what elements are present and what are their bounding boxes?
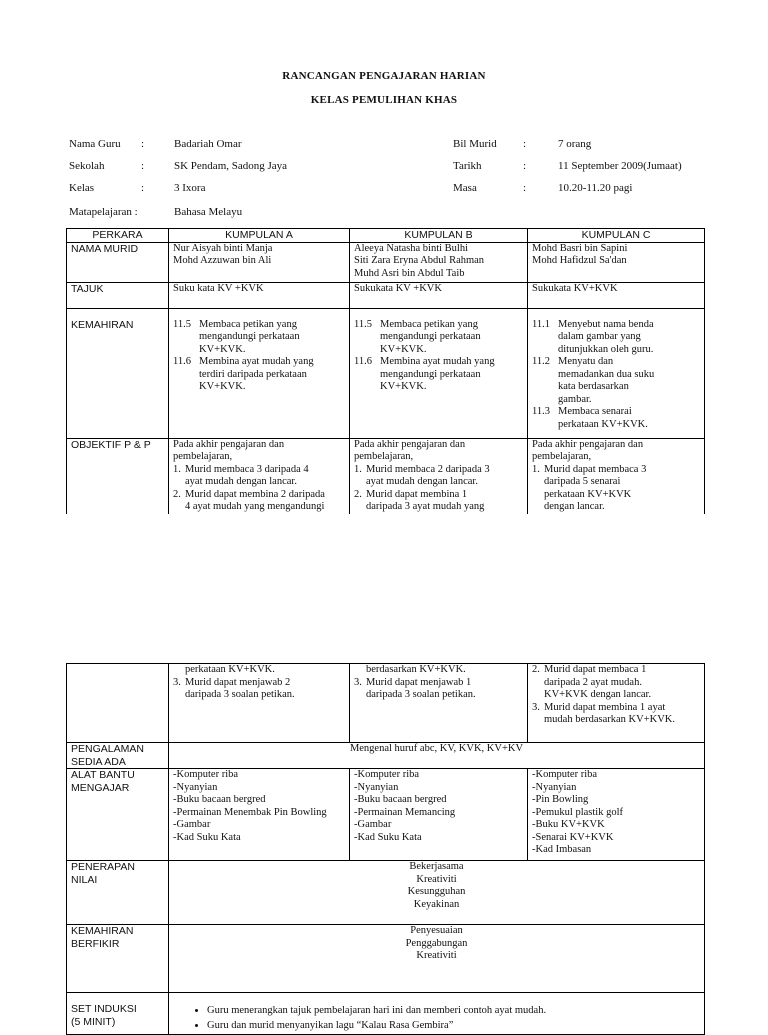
- document-title: RANCANGAN PENGAJARAN HARIAN: [282, 70, 486, 82]
- list-item: • Guru menerangkan tajuk pembelajaran hari ini dan memberi contoh ayat mudah.: [207, 1005, 700, 1018]
- label-set-induksi: SET INDUKSI (5 MINIT): [67, 993, 169, 1035]
- page-break-gap: [60, 514, 710, 662]
- row-nama-murid: [67, 242, 705, 282]
- objektif-b-cont: berdasarkan KV+KVK. 3. Murid dapat menjawab 1 daripada 3 soalan petikan.: [350, 664, 528, 743]
- row-objektif: [67, 438, 705, 514]
- kemahiran-a-item: 11.6 Membina ayat mudah yang terdiri daripada perkataan KV+KVK.: [173, 356, 314, 392]
- table-header-row: [67, 229, 705, 243]
- row-kemahiran-berfikir: [67, 925, 705, 993]
- alat-a: -Komputer riba -Nyanyian -Buku bacaan bergred -Permainan Menembak Pin Bowling -Gambar -Kad Suku Kata: [169, 769, 350, 861]
- header-kumpulan-a: KUMPULAN A: [169, 229, 350, 243]
- label-penerapan-nilai: PENERAPAN NILAI: [67, 861, 169, 925]
- nama-murid-b: Aleeya Natasha binti Bulhi Siti Zara Eryna Abdul Rahman Muhd Asri bin Abdul Taib: [350, 242, 528, 282]
- objektif-c-item: 1. Murid dapat membaca 3 daripada 5 senarai perkataan KV+KVK dengan lancar.: [532, 463, 647, 512]
- label-nama-murid: NAMA MURID: [67, 242, 169, 282]
- pengalaman-value: Mengenal huruf abc, KV, KVK, KV+KV: [169, 743, 705, 769]
- objektif-a: Pada akhir pengajaran dan pembelajaran, 1. Murid membaca 3 daripada 4 ayat mudah dengan lancar. 2. Murid dapat membina 2 daripada 4 ayat mudah yang mengandungi: [169, 438, 350, 514]
- penerapan-nilai-values: Bekerjasama Kreativiti Kesungguhan Keyakinan: [169, 861, 705, 925]
- objektif-b-item: 1. Murid membaca 2 daripada 3 ayat mudah dengan lancar.: [354, 463, 490, 487]
- row-objektif-continued: [67, 664, 705, 743]
- kemahiran-a: [169, 308, 350, 438]
- label-empty: [67, 664, 169, 743]
- label-pengalaman: PENGALAMAN SEDIA ADA: [67, 743, 169, 769]
- objektif-a-cont: perkataan KV+KVK. 3. Murid dapat menjawab 2 daripada 3 soalan petikan.: [169, 664, 350, 743]
- kemahiran-b-item: 11.5 Membaca petikan yang mengandungi perkataan KV+KVK.: [354, 318, 481, 355]
- kemahiran-c: [528, 308, 705, 438]
- objektif-a-item: 3. Murid dapat menjawab 2 daripada 3 soalan petikan.: [173, 676, 295, 700]
- kemahiran-c-item: 11.2 Menyatu dan memadankan dua suku kata berdasarkan gambar.: [532, 356, 655, 405]
- objektif-c-item: 3. Murid dapat membina 1 ayat mudah berdasarkan KV+KVK.: [532, 701, 676, 725]
- row-kemahiran: [67, 308, 705, 438]
- row-set-induksi: [67, 993, 705, 1035]
- kemahiran-berfikir-values: Penyesuaian Penggabungan Kreativiti: [169, 925, 705, 993]
- objektif-a-item: 2. Murid dapat membina 2 daripada 4 ayat mudah yang mengandungi: [173, 488, 325, 512]
- label-objektif: OBJEKTIF P & P: [67, 438, 169, 514]
- lesson-plan-table-part1: [66, 228, 705, 515]
- label-alat-bantu: ALAT BANTU MENGAJAR: [67, 769, 169, 861]
- row-tajuk: [67, 282, 705, 308]
- list-item: • Guru dan murid menyanyikan lagu “Kalau Rasa Gembira”: [207, 1020, 700, 1033]
- row-pengalaman: [67, 743, 705, 769]
- kemahiran-c-item: 11.3 Membaca senarai perkataan KV+KVK.: [532, 406, 648, 430]
- row-alat-bantu: [67, 769, 705, 861]
- tajuk-a: Suku kata KV +KVK: [169, 282, 350, 308]
- header-perkara: PERKARA: [67, 229, 169, 243]
- objektif-a-item: 1. Murid membaca 3 daripada 4 ayat mudah dengan lancar.: [173, 463, 309, 487]
- objektif-b: Pada akhir pengajaran dan pembelajaran, 1. Murid membaca 2 daripada 3 ayat mudah dengan lancar. 2. Murid dapat membina 1 daripada 3 ayat mudah yang: [350, 438, 528, 514]
- kemahiran-c-item: 11.1 Menyebut nama benda dalam gambar yang ditunjukkan oleh guru.: [532, 318, 654, 355]
- tajuk-b: Sukukata KV +KVK: [350, 282, 528, 308]
- label-kemahiran: KEMAHIRAN: [67, 308, 169, 438]
- kemahiran-a-item: 11.5 Membaca petikan yang mengandungi perkataan KV+KVK.: [173, 318, 300, 355]
- objektif-b-item: 3. Murid dapat menjawab 1 daripada 3 soalan petikan.: [354, 676, 476, 700]
- tajuk-c: Sukukata KV+KVK: [528, 282, 705, 308]
- nama-murid-a: Nur Aisyah binti Manja Mohd Azzuwan bin Ali: [169, 242, 350, 282]
- kemahiran-b: [350, 308, 528, 438]
- objektif-c-item: 2. Murid dapat membaca 1 daripada 2 ayat mudah. KV+KVK dengan lancar.: [532, 664, 652, 700]
- header-kumpulan-b: KUMPULAN B: [350, 229, 528, 243]
- label-tajuk: TAJUK: [67, 282, 169, 308]
- kemahiran-b-item: 11.6 Membina ayat mudah yang mengandungi perkataan KV+KVK.: [354, 356, 495, 392]
- document-page: RANCANGAN PENGAJARAN HARIAN KELAS PEMULIHAN KHAS Nama Guru : Badariah Omar Sekolah : SK Pendam, Sadong Jaya Kelas : 3 Ixora Matapelajaran : Bahasa Melayu Bil Murid : 7 orang Tarikh : 11 September 2009(Jumaat) Masa : 10.20-11.20 pagi PERKARA KUMPULAN A KUMPULAN B KUMPULAN C NAMA MURID Nur Aisyah binti Manja Mohd Azzuwan bin Ali Aleeya Natasha binti Bulhi Siti Zara Eryna Abdul Rahman Muhd Asri bin Abdul Taib Mohd Basri bin Sapini Mohd Hafidzul Sa'dan TAJUK Suku kata KV +KVK Sukukata KV +KVK Sukukata KV+KVK KEMAHIRAN 11.5 Membaca petikan yang mengandungi perkataan KV+KVK. 11.6 Membina ayat mudah yang terdiri daripada perkataan KV+KVK. 11.5 Membaca petikan yang mengandungi perkataan KV+KVK. 11.6 Membina ayat mudah yang mengandungi perkataan KV+KVK. 11.1 Menyebut nama benda dalam gambar yang ditunjukkan oleh guru. 11.2 Menyatu dan memadankan dua suku kata berdasarkan gambar. 11.3 Membaca senarai perkataan KV+KVK. OBJEKTIF P & P Pada akhir pengajaran dan pembelajaran, 1. Murid membaca 3 daripada 4 ayat mudah dengan lancar. 2. Murid dapat membina 2 daripada 4 ayat mudah yang mengandungi Pada akhir pengajaran dan pembelajaran, 1. Murid membaca 2 daripada 3 ayat mudah dengan lancar. 2. Murid dapat membina 1 daripada 3 ayat mudah yang Pada akhir pengajaran dan pembelajaran, 1. Murid dapat membaca 3 daripada 5 senarai perkataan KV+KVK dengan lancar. perkataan KV+KVK. 3. Murid dapat menjawab 2 daripada 3 soalan petikan. berdasarkan KV+KVK. 3. Murid dapat menjawab 1 daripada 3 soalan petikan. 2. Murid dapat membaca 1 daripada 2 ayat mudah. KV+KVK dengan lancar. 3. Murid dapat membina 1 ayat mudah berdasarkan KV+KVK. PENGALAMAN SEDIA ADA Mengenal huruf abc, KV, KVK, KV+KV ALAT BANTU MENGAJAR -Komputer riba -Nyanyian -Buku bacaan bergred -Permainan Menembak Pin Bowling -Gambar -Kad Suku Kata -Komputer riba -Nyanyian -Buku bacaan bergred -Permainan Memancing -Gambar -Kad Suku Kata -Komputer riba -Nyanyian -Pin Bowling -Pemukul plastik golf -Buku KV+KVK -Senarai KV+KVK -Kad Imbasan PENERAPAN NILAI Bekerjasama Kreativiti Kesungguhan Keyakinan KEMAHIRAN BERFIKIR Penyesuaian Penggabungan Kreativiti SET INDUKSI (5 MINIT) • Guru menerangkan tajuk pembelajaran hari ini dan memberi contoh ayat mudah. • Guru dan murid menyanyikan lagu “Kalau Rasa Gembira”: [0, 0, 768, 1024]
- alat-c: -Komputer riba -Nyanyian -Pin Bowling -Pemukul plastik golf -Buku KV+KVK -Senarai KV+KVK -Kad Imbasan: [528, 769, 705, 861]
- lesson-plan-table-part2: [66, 663, 705, 1035]
- alat-b: -Komputer riba -Nyanyian -Buku bacaan bergred -Permainan Memancing -Gambar -Kad Suku Kata: [350, 769, 528, 861]
- objektif-b-item: 2. Murid dapat membina 1 daripada 3 ayat mudah yang: [354, 488, 485, 512]
- document-subtitle: KELAS PEMULIHAN KHAS: [310, 94, 458, 106]
- objektif-c-cont: [528, 664, 705, 743]
- set-induksi-list: [173, 1005, 700, 1032]
- nama-murid-c: Mohd Basri bin Sapini Mohd Hafidzul Sa'dan: [528, 242, 705, 282]
- row-penerapan-nilai: [67, 861, 705, 925]
- header-kumpulan-c: KUMPULAN C: [528, 229, 705, 243]
- label-kemahiran-berfikir: KEMAHIRAN BERFIKIR: [67, 925, 169, 993]
- objektif-c: Pada akhir pengajaran dan pembelajaran, 1. Murid dapat membaca 3 daripada 5 senarai perkataan KV+KVK dengan lancar.: [528, 438, 705, 514]
- set-induksi-content: [169, 993, 705, 1035]
